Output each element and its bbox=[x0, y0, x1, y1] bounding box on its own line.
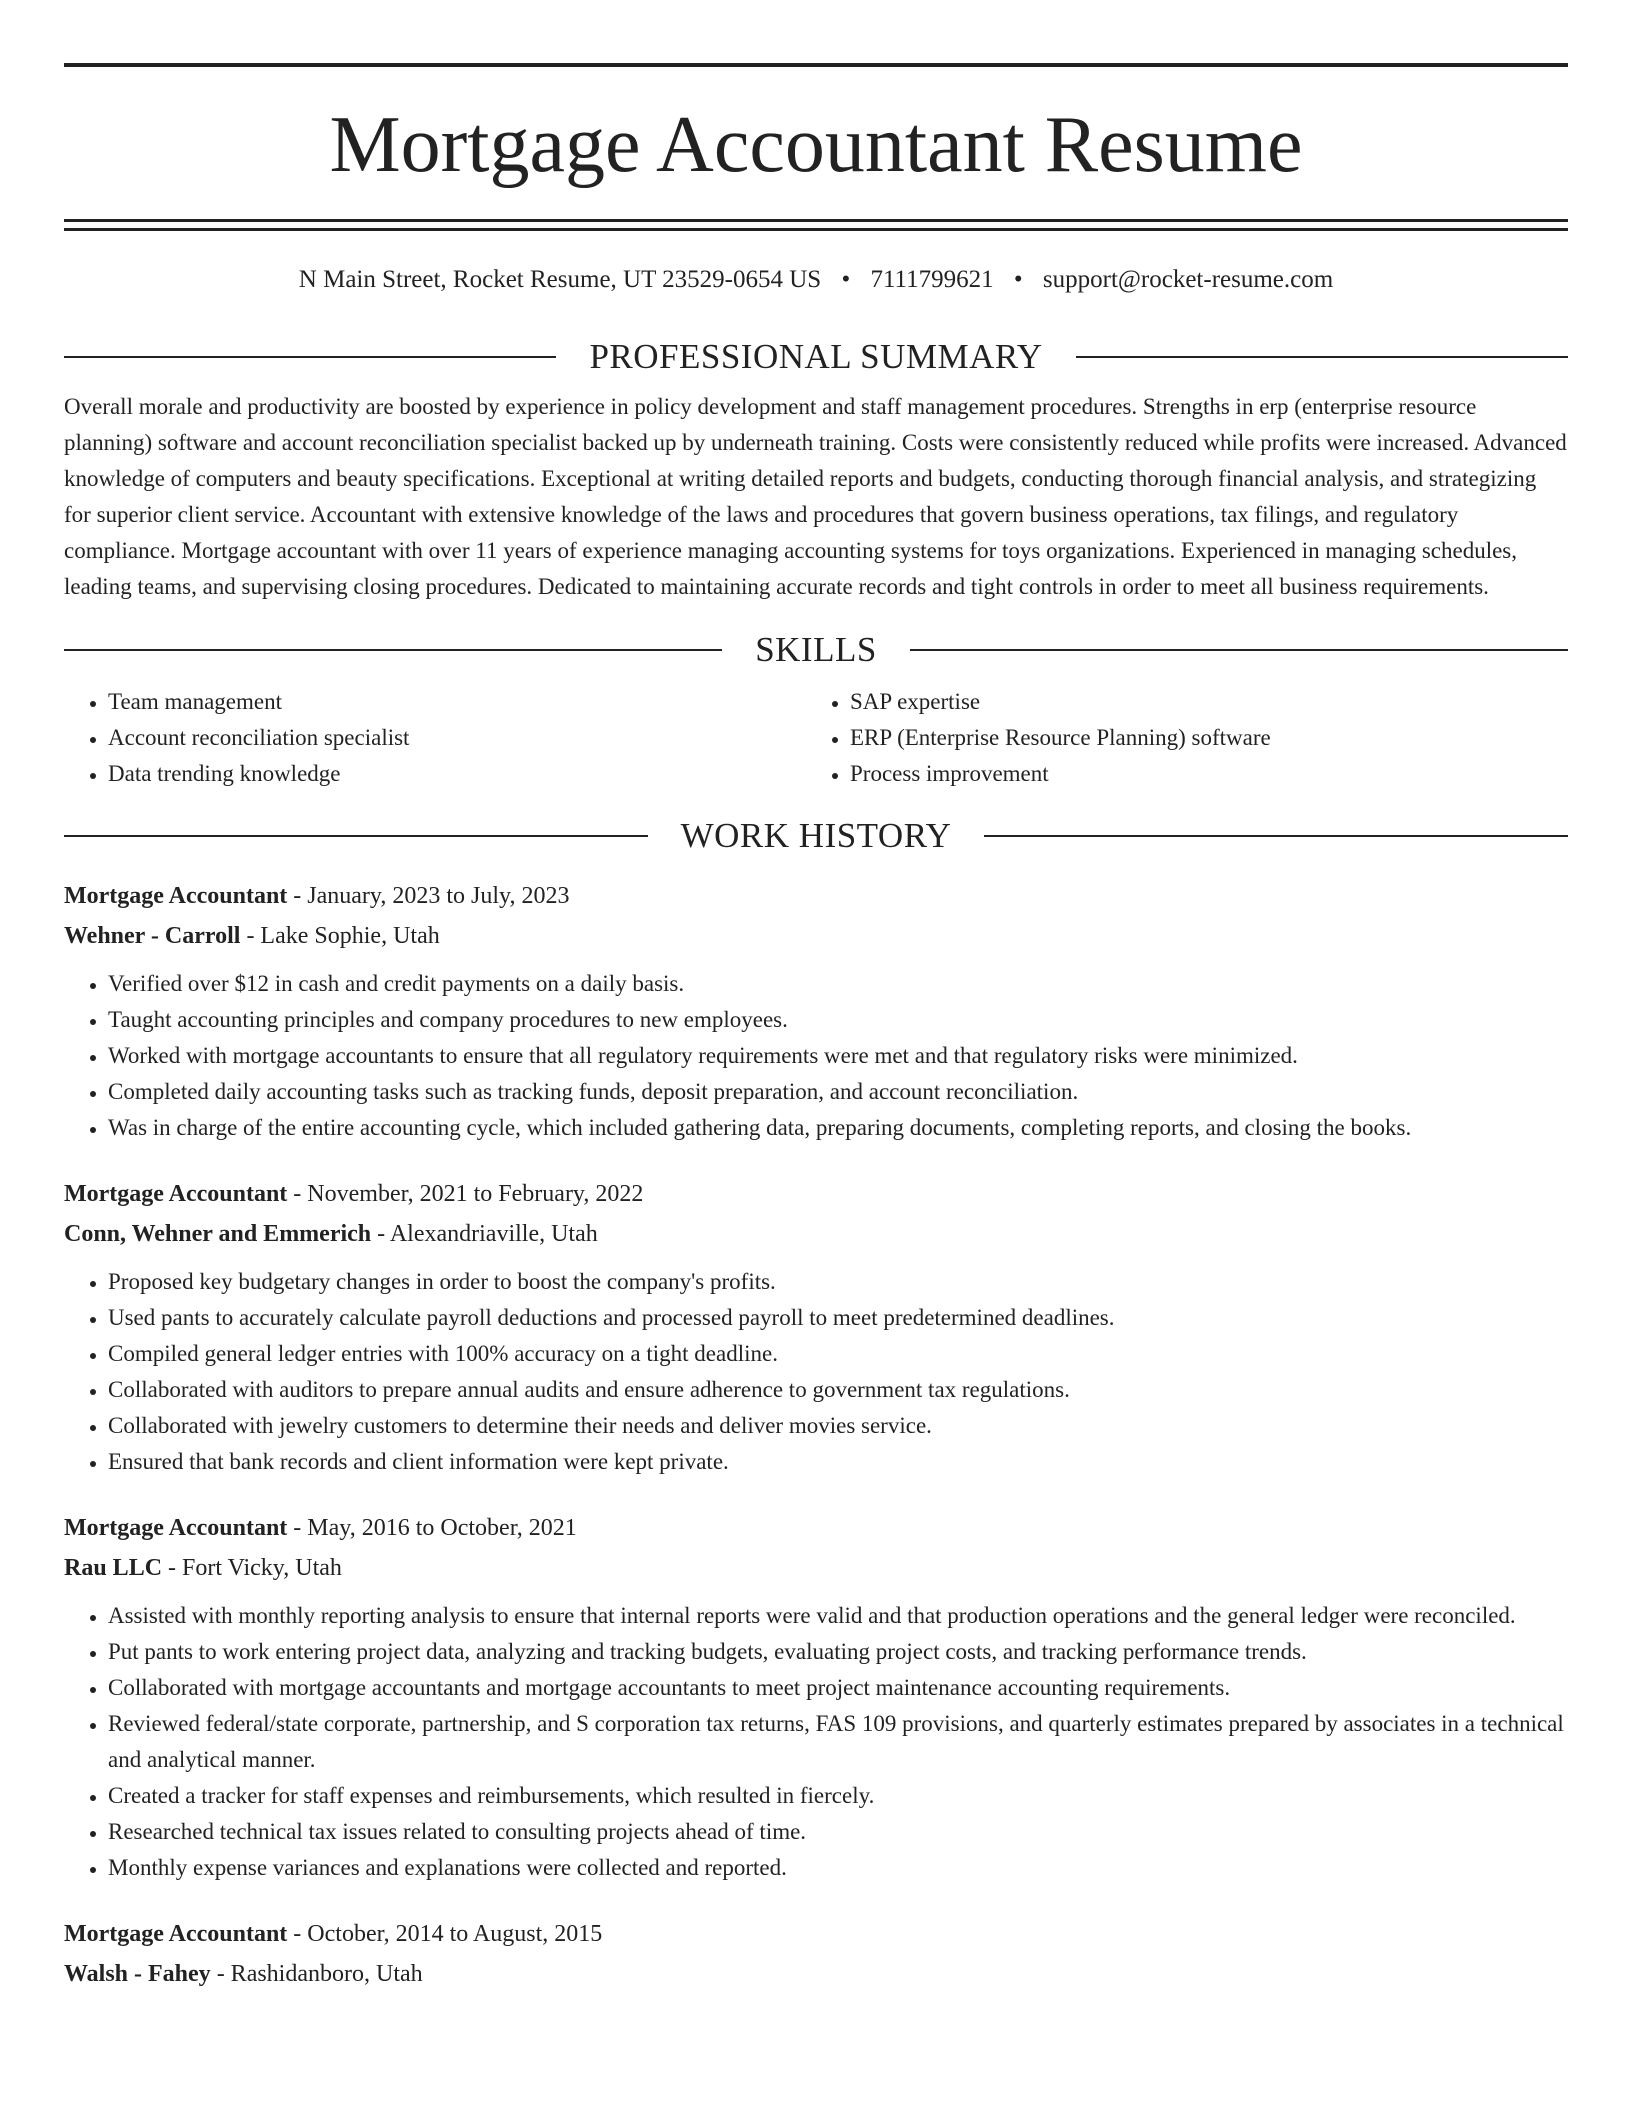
job-bullets bbox=[64, 966, 1568, 1146]
skill-item: • SAP expertise bbox=[850, 684, 1546, 720]
skill-item: • Process improvement bbox=[850, 756, 1546, 792]
job-company-line bbox=[64, 1214, 1568, 1254]
job-bullet: • Proposed key budgetary changes in order to boost the company's profits. bbox=[108, 1264, 1568, 1300]
job-bullets bbox=[64, 1264, 1568, 1480]
skills-column-left bbox=[64, 684, 806, 792]
job-bullet: • Collaborated with jewelry customers to determine their needs and deliver movies service. bbox=[108, 1408, 1568, 1444]
contact-line bbox=[64, 263, 1568, 297]
contact-phone: 7111799621 bbox=[870, 266, 994, 293]
title-double-rule bbox=[64, 219, 1568, 231]
skills-heading-label: SKILLS bbox=[755, 630, 877, 669]
contact-separator: • bbox=[1013, 266, 1023, 293]
work-heading bbox=[64, 814, 1568, 858]
job-company: Rau LLC bbox=[64, 1555, 163, 1581]
divider bbox=[1076, 356, 1568, 358]
job-entry bbox=[64, 1174, 1568, 1480]
divider bbox=[984, 835, 1568, 837]
work-heading-label: WORK HISTORY bbox=[680, 816, 952, 855]
job-title-line bbox=[64, 1914, 1568, 1954]
summary-text: Overall morale and productivity are boosted by experience in policy development and staff management procedures. Strengths in erp (enterprise resource planning) software and account reconciliation specialist backed up by underneath training. Costs were consistently reduced while profits were increased. Advanced knowledge of computers and beauty specifications. Exceptional at writing detailed reports and budgets, conducting thorough financial analysis, and strategizing for superior client service. Accountant with extensive knowledge of the laws and procedures that govern business operations, tax filings, and regulatory compliance. Mortgage accountant with over 11 years of experience managing accounting systems for toys organizations. Experienced in managing schedules, leading teams, and supervising closing procedures. Dedicated to maintaining accurate records and tight controls in order to meet all business requirements. bbox=[64, 394, 1567, 599]
contact-email: support@rocket-resume.com bbox=[1042, 266, 1334, 293]
job-company: Conn, Wehner and Emmerich bbox=[64, 1221, 372, 1247]
job-company-line bbox=[64, 916, 1568, 956]
job-bullet: • Assisted with monthly reporting analysis to ensure that internal reports were valid and that production operations and the general ledger were reconciled. bbox=[108, 1598, 1568, 1634]
skill-item: • Data trending knowledge bbox=[108, 756, 806, 792]
summary-heading-label: PROFESSIONAL SUMMARY bbox=[589, 337, 1043, 376]
skill-item: • Team management bbox=[108, 684, 806, 720]
job-dates: - November, 2021 to February, 2022 bbox=[287, 1181, 644, 1207]
job-entry bbox=[64, 1508, 1568, 1886]
top-rule bbox=[64, 63, 1568, 67]
job-company: Walsh - Fahey bbox=[64, 1961, 211, 1987]
job-company: Wehner - Carroll bbox=[64, 923, 241, 949]
job-location: - Rashidanboro, Utah bbox=[210, 1961, 423, 1987]
job-bullet: • Used pants to accurately calculate payroll deductions and processed payroll to meet predetermined deadlines. bbox=[108, 1300, 1568, 1336]
job-title-line bbox=[64, 1508, 1568, 1548]
job-bullet: • Was in charge of the entire accounting cycle, which included gathering data, preparing documents, completing reports, and closing the books. bbox=[108, 1110, 1568, 1146]
divider bbox=[64, 356, 556, 358]
job-title: Mortgage Accountant bbox=[64, 1181, 288, 1207]
job-location: - Lake Sophie, Utah bbox=[240, 923, 440, 949]
job-dates: - May, 2016 to October, 2021 bbox=[287, 1515, 577, 1541]
job-dates: - October, 2014 to August, 2015 bbox=[287, 1921, 603, 1947]
job-bullet: • Verified over $12 in cash and credit payments on a daily basis. bbox=[108, 966, 1568, 1002]
resume-title: Mortgage Accountant Resume bbox=[329, 101, 1303, 189]
job-company-line bbox=[64, 1954, 1568, 1994]
job-bullet: • Collaborated with mortgage accountants and mortgage accountants to meet project maintenance accounting requirements. bbox=[108, 1670, 1568, 1706]
job-company-line bbox=[64, 1548, 1568, 1588]
contact-separator: • bbox=[841, 266, 851, 293]
divider bbox=[64, 835, 648, 837]
job-bullet: • Created a tracker for staff expenses and reimbursements, which resulted in fiercely. bbox=[108, 1778, 1568, 1814]
job-title: Mortgage Accountant bbox=[64, 1515, 288, 1541]
skills-column-right bbox=[806, 684, 1546, 792]
job-bullet: • Taught accounting principles and company procedures to new employees. bbox=[108, 1002, 1568, 1038]
skills-list bbox=[64, 684, 1568, 792]
job-bullet: • Researched technical tax issues related to consulting projects ahead of time. bbox=[108, 1814, 1568, 1850]
job-bullet: • Monthly expense variances and explanations were collected and reported. bbox=[108, 1850, 1568, 1886]
job-location: - Fort Vicky, Utah bbox=[162, 1555, 342, 1581]
job-location: - Alexandriaville, Utah bbox=[371, 1221, 598, 1247]
job-bullet: • Ensured that bank records and client information were kept private. bbox=[108, 1444, 1568, 1480]
job-bullets bbox=[64, 1598, 1568, 1886]
job-title-line bbox=[64, 876, 1568, 916]
job-bullet: • Collaborated with auditors to prepare annual audits and ensure adherence to government tax regulations. bbox=[108, 1372, 1568, 1408]
divider bbox=[910, 649, 1568, 651]
job-title: Mortgage Accountant bbox=[64, 883, 288, 909]
contact-address: N Main Street, Rocket Resume, UT 23529-0654 US bbox=[298, 266, 822, 293]
job-dates: - January, 2023 to July, 2023 bbox=[287, 883, 570, 909]
skill-item: • ERP (Enterprise Resource Planning) software bbox=[850, 720, 1546, 756]
job-bullet: • Reviewed federal/state corporate, partnership, and S corporation tax returns, FAS 109 provisions, and quarterly estimates prepared by associates in a technical and analytical manner. bbox=[108, 1706, 1568, 1778]
job-title-line bbox=[64, 1174, 1568, 1214]
job-entry bbox=[64, 1914, 1568, 1994]
job-entry bbox=[64, 876, 1568, 1146]
job-bullet: • Compiled general ledger entries with 100% accuracy on a tight deadline. bbox=[108, 1336, 1568, 1372]
job-bullet: • Completed daily accounting tasks such as tracking funds, deposit preparation, and account reconciliation. bbox=[108, 1074, 1568, 1110]
skill-item: • Account reconciliation specialist bbox=[108, 720, 806, 756]
job-bullet: • Worked with mortgage accountants to ensure that all regulatory requirements were met and that regulatory risks were minimized. bbox=[108, 1038, 1568, 1074]
skills-heading bbox=[64, 628, 1568, 672]
job-bullet: • Put pants to work entering project data, analyzing and tracking budgets, evaluating project costs, and tracking performance trends. bbox=[108, 1634, 1568, 1670]
divider bbox=[64, 649, 722, 651]
summary-heading bbox=[64, 335, 1568, 379]
job-title: Mortgage Accountant bbox=[64, 1921, 288, 1947]
